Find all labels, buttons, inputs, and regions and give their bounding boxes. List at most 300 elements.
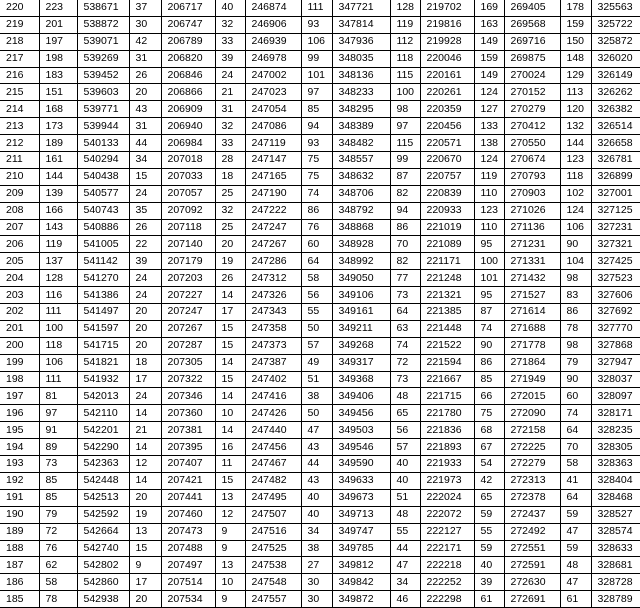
table-cell: 207305 xyxy=(161,354,215,371)
table-cell: 18 xyxy=(215,168,245,185)
table-cell: 124 xyxy=(474,84,504,101)
table-cell: 328037 xyxy=(591,371,640,388)
table-cell: 247054 xyxy=(245,101,301,118)
table-cell: 206940 xyxy=(161,118,215,135)
table-cell: 272313 xyxy=(504,472,560,489)
table-cell: 39 xyxy=(215,50,245,67)
table-cell: 272630 xyxy=(504,574,560,591)
table-cell: 64 xyxy=(301,253,332,270)
table-cell: 328097 xyxy=(591,388,640,405)
table-row xyxy=(0,253,640,270)
table-cell: 138 xyxy=(474,135,504,152)
table-cell: 118 xyxy=(390,50,420,67)
table-cell: 68 xyxy=(474,422,504,439)
table-cell: 119 xyxy=(39,236,77,253)
table-cell: 542290 xyxy=(77,439,129,456)
table-row xyxy=(0,304,640,321)
table-cell: 77 xyxy=(390,270,420,287)
table-cell: 348233 xyxy=(332,84,390,101)
table-cell: 270412 xyxy=(504,118,560,135)
table-cell: 269568 xyxy=(504,16,560,33)
table-cell: 271949 xyxy=(504,371,560,388)
table-cell: 112 xyxy=(390,33,420,50)
table-cell: 327001 xyxy=(591,185,640,202)
table-cell: 106 xyxy=(560,219,591,236)
table-cell: 349713 xyxy=(332,506,390,523)
table-row xyxy=(0,152,640,169)
table-cell: 349503 xyxy=(332,422,390,439)
table-cell: 349406 xyxy=(332,388,390,405)
score-cell: 219 xyxy=(0,16,39,33)
table-cell: 541386 xyxy=(77,287,129,304)
table-cell: 540438 xyxy=(77,168,129,185)
table-cell: 24 xyxy=(129,388,161,405)
table-cell: 35 xyxy=(129,202,161,219)
table-cell: 246906 xyxy=(245,16,301,33)
table-row xyxy=(0,591,640,608)
table-cell: 137 xyxy=(39,253,77,270)
table-cell: 221973 xyxy=(420,472,474,489)
table-cell: 247548 xyxy=(245,574,301,591)
table-cell: 59 xyxy=(474,506,504,523)
table-cell: 20 xyxy=(129,320,161,337)
table-cell: 55 xyxy=(474,523,504,540)
table-row xyxy=(0,168,640,185)
table-cell: 30 xyxy=(301,574,332,591)
table-cell: 272437 xyxy=(504,506,560,523)
table-cell: 207395 xyxy=(161,439,215,456)
table-cell: 62 xyxy=(39,557,77,574)
table-cell: 197 xyxy=(39,33,77,50)
table-cell: 95 xyxy=(474,236,504,253)
table-cell: 115 xyxy=(390,67,420,84)
table-cell: 328235 xyxy=(591,422,640,439)
table-cell: 94 xyxy=(390,202,420,219)
table-cell: 15 xyxy=(129,540,161,557)
table-cell: 74 xyxy=(301,185,332,202)
table-cell: 24 xyxy=(129,287,161,304)
table-cell: 271527 xyxy=(504,287,560,304)
table-cell: 42 xyxy=(129,33,161,50)
table-cell: 326658 xyxy=(591,135,640,152)
table-cell: 542860 xyxy=(77,574,129,591)
table-cell: 541597 xyxy=(77,320,129,337)
table-cell: 113 xyxy=(560,84,591,101)
table-cell: 247222 xyxy=(245,202,301,219)
table-cell: 118 xyxy=(39,337,77,354)
table-cell: 221933 xyxy=(420,456,474,473)
table-cell: 31 xyxy=(215,101,245,118)
table-cell: 64 xyxy=(560,422,591,439)
table-cell: 93 xyxy=(301,135,332,152)
table-cell: 247440 xyxy=(245,422,301,439)
table-cell: 93 xyxy=(301,16,332,33)
table-cell: 48 xyxy=(390,388,420,405)
table-cell: 39 xyxy=(474,574,504,591)
table-cell: 31 xyxy=(129,50,161,67)
table-cell: 269875 xyxy=(504,50,560,67)
table-cell: 9 xyxy=(215,540,245,557)
table-cell: 132 xyxy=(560,118,591,135)
table-cell: 57 xyxy=(301,337,332,354)
table-cell: 222298 xyxy=(420,591,474,608)
table-cell: 149 xyxy=(474,67,504,84)
table-cell: 58 xyxy=(301,270,332,287)
table-cell: 207287 xyxy=(161,337,215,354)
table-cell: 207407 xyxy=(161,456,215,473)
table-cell: 59 xyxy=(474,540,504,557)
table-cell: 86 xyxy=(390,219,420,236)
table-cell: 206747 xyxy=(161,16,215,33)
table-cell: 19 xyxy=(129,506,161,523)
table-cell: 143 xyxy=(39,219,77,236)
score-cell: 194 xyxy=(0,439,39,456)
table-cell: 61 xyxy=(474,591,504,608)
table-cell: 270279 xyxy=(504,101,560,118)
table-cell: 222171 xyxy=(420,540,474,557)
table-cell: 328574 xyxy=(591,523,640,540)
table-cell: 327523 xyxy=(591,270,640,287)
table-cell: 47 xyxy=(390,557,420,574)
table-cell: 247495 xyxy=(245,489,301,506)
table-cell: 51 xyxy=(390,489,420,506)
table-cell: 73 xyxy=(390,287,420,304)
table-cell: 40 xyxy=(474,557,504,574)
table-cell: 74 xyxy=(390,337,420,354)
table-cell: 272225 xyxy=(504,439,560,456)
table-cell: 148 xyxy=(560,50,591,67)
table-cell: 15 xyxy=(215,337,245,354)
table-cell: 20 xyxy=(129,337,161,354)
score-cell: 196 xyxy=(0,405,39,422)
score-cell: 204 xyxy=(0,270,39,287)
table-cell: 128 xyxy=(390,0,420,16)
table-cell: 40 xyxy=(215,0,245,16)
table-cell: 98 xyxy=(390,101,420,118)
table-cell: 144 xyxy=(39,168,77,185)
table-row xyxy=(0,557,640,574)
score-cell: 211 xyxy=(0,152,39,169)
table-cell: 327770 xyxy=(591,320,640,337)
table-cell: 541270 xyxy=(77,270,129,287)
table-row xyxy=(0,371,640,388)
table-row xyxy=(0,135,640,152)
table-cell: 32 xyxy=(215,16,245,33)
table-cell: 247358 xyxy=(245,320,301,337)
table-row xyxy=(0,388,640,405)
table-cell: 73 xyxy=(390,371,420,388)
table-cell: 247023 xyxy=(245,84,301,101)
table-row xyxy=(0,202,640,219)
table-cell: 20 xyxy=(129,489,161,506)
table-cell: 207203 xyxy=(161,270,215,287)
table-cell: 247343 xyxy=(245,304,301,321)
table-cell: 347814 xyxy=(332,16,390,33)
table-cell: 272551 xyxy=(504,540,560,557)
table-row xyxy=(0,236,640,253)
table-cell: 111 xyxy=(301,0,332,16)
table-cell: 327231 xyxy=(591,219,640,236)
table-cell: 48 xyxy=(390,506,420,523)
table-cell: 11 xyxy=(215,456,245,473)
table-cell: 220571 xyxy=(420,135,474,152)
table-cell: 348136 xyxy=(332,67,390,84)
table-cell: 25 xyxy=(215,219,245,236)
table-row xyxy=(0,118,640,135)
table-cell: 46 xyxy=(390,591,420,608)
table-cell: 26 xyxy=(129,219,161,236)
table-cell: 539071 xyxy=(77,33,129,50)
table-cell: 110 xyxy=(474,185,504,202)
table-cell: 50 xyxy=(301,320,332,337)
table-cell: 22 xyxy=(129,236,161,253)
score-cell: 197 xyxy=(0,388,39,405)
table-cell: 72 xyxy=(390,354,420,371)
table-cell: 101 xyxy=(301,67,332,84)
table-cell: 539603 xyxy=(77,84,129,101)
table-cell: 542513 xyxy=(77,489,129,506)
table-cell: 349106 xyxy=(332,287,390,304)
table-cell: 247119 xyxy=(245,135,301,152)
table-cell: 83 xyxy=(560,287,591,304)
table-cell: 222024 xyxy=(420,489,474,506)
table-cell: 221248 xyxy=(420,270,474,287)
score-cell: 212 xyxy=(0,135,39,152)
table-row xyxy=(0,67,640,84)
table-cell: 221321 xyxy=(420,287,474,304)
table-cell: 222252 xyxy=(420,574,474,591)
table-cell: 30 xyxy=(129,16,161,33)
table-cell: 272015 xyxy=(504,388,560,405)
table-cell: 326020 xyxy=(591,50,640,67)
table-cell: 48 xyxy=(560,557,591,574)
table-cell: 347936 xyxy=(332,33,390,50)
table-cell: 328728 xyxy=(591,574,640,591)
table-cell: 207497 xyxy=(161,557,215,574)
table-cell: 349161 xyxy=(332,304,390,321)
table-cell: 15 xyxy=(215,320,245,337)
table-cell: 14 xyxy=(215,354,245,371)
table-cell: 328527 xyxy=(591,506,640,523)
table-cell: 326899 xyxy=(591,168,640,185)
table-cell: 86 xyxy=(560,304,591,321)
score-cell: 210 xyxy=(0,168,39,185)
table-cell: 349633 xyxy=(332,472,390,489)
table-cell: 328681 xyxy=(591,557,640,574)
table-cell: 348792 xyxy=(332,202,390,219)
table-cell: 247557 xyxy=(245,591,301,608)
table-cell: 97 xyxy=(301,84,332,101)
score-cell: 220 xyxy=(0,0,39,16)
table-cell: 30 xyxy=(301,591,332,608)
table-cell: 79 xyxy=(560,354,591,371)
table-cell: 44 xyxy=(129,135,161,152)
table-cell: 90 xyxy=(474,337,504,354)
table-cell: 349747 xyxy=(332,523,390,540)
table-cell: 539452 xyxy=(77,67,129,84)
table-cell: 15 xyxy=(215,371,245,388)
score-cell: 213 xyxy=(0,118,39,135)
table-cell: 540133 xyxy=(77,135,129,152)
table-cell: 86 xyxy=(301,202,332,219)
table-cell: 120 xyxy=(560,101,591,118)
table-cell: 81 xyxy=(39,388,77,405)
table-cell: 85 xyxy=(474,371,504,388)
table-cell: 207534 xyxy=(161,591,215,608)
table-cell: 349546 xyxy=(332,439,390,456)
table-cell: 270903 xyxy=(504,185,560,202)
table-cell: 247525 xyxy=(245,540,301,557)
table-cell: 206717 xyxy=(161,0,215,16)
table-cell: 15 xyxy=(215,472,245,489)
table-cell: 542802 xyxy=(77,557,129,574)
table-cell: 102 xyxy=(560,185,591,202)
score-cell: 207 xyxy=(0,219,39,236)
table-row xyxy=(0,101,640,118)
table-cell: 542448 xyxy=(77,472,129,489)
table-cell: 40 xyxy=(301,506,332,523)
table-cell: 247165 xyxy=(245,168,301,185)
score-cell: 186 xyxy=(0,574,39,591)
table-cell: 161 xyxy=(39,152,77,169)
table-cell: 220757 xyxy=(420,168,474,185)
table-cell: 128 xyxy=(39,270,77,287)
table-cell: 89 xyxy=(39,439,77,456)
table-cell: 97 xyxy=(39,405,77,422)
table-cell: 90 xyxy=(560,371,591,388)
table-cell: 221448 xyxy=(420,320,474,337)
table-cell: 538872 xyxy=(77,16,129,33)
table-row xyxy=(0,523,640,540)
table-cell: 20 xyxy=(215,236,245,253)
table-cell: 206984 xyxy=(161,135,215,152)
table-cell: 9 xyxy=(129,557,161,574)
table-cell: 76 xyxy=(301,219,332,236)
table-cell: 101 xyxy=(474,270,504,287)
table-cell: 247312 xyxy=(245,270,301,287)
table-cell: 110 xyxy=(474,219,504,236)
table-cell: 17 xyxy=(129,371,161,388)
table-cell: 159 xyxy=(474,50,504,67)
table-cell: 34 xyxy=(129,152,161,169)
table-cell: 90 xyxy=(560,236,591,253)
table-cell: 207118 xyxy=(161,219,215,236)
table-cell: 542201 xyxy=(77,422,129,439)
table-cell: 151 xyxy=(39,84,77,101)
table-cell: 221089 xyxy=(420,236,474,253)
table-cell: 272090 xyxy=(504,405,560,422)
table-cell: 221171 xyxy=(420,253,474,270)
table-cell: 85 xyxy=(301,101,332,118)
table-cell: 119 xyxy=(474,168,504,185)
table-cell: 220359 xyxy=(420,101,474,118)
table-cell: 247002 xyxy=(245,67,301,84)
table-cell: 207227 xyxy=(161,287,215,304)
table-cell: 85 xyxy=(39,472,77,489)
table-row xyxy=(0,489,640,506)
table-cell: 328789 xyxy=(591,591,640,608)
table-cell: 173 xyxy=(39,118,77,135)
table-cell: 24 xyxy=(215,67,245,84)
table-cell: 271778 xyxy=(504,337,560,354)
table-cell: 17 xyxy=(215,304,245,321)
table-cell: 349050 xyxy=(332,270,390,287)
table-cell: 189 xyxy=(39,135,77,152)
table-cell: 270550 xyxy=(504,135,560,152)
table-cell: 13 xyxy=(215,557,245,574)
table-cell: 13 xyxy=(215,489,245,506)
table-cell: 58 xyxy=(39,574,77,591)
table-cell: 269405 xyxy=(504,0,560,16)
table-cell: 349673 xyxy=(332,489,390,506)
table-cell: 540294 xyxy=(77,152,129,169)
table-cell: 348632 xyxy=(332,168,390,185)
table-cell: 348389 xyxy=(332,118,390,135)
score-cell: 217 xyxy=(0,50,39,67)
table-cell: 14 xyxy=(215,287,245,304)
table-cell: 28 xyxy=(215,152,245,169)
table-cell: 221594 xyxy=(420,354,474,371)
table-row xyxy=(0,33,640,50)
table-cell: 86 xyxy=(474,354,504,371)
table-cell: 12 xyxy=(215,506,245,523)
table-row xyxy=(0,456,640,473)
table-cell: 55 xyxy=(301,304,332,321)
table-cell: 272591 xyxy=(504,557,560,574)
table-cell: 118 xyxy=(560,168,591,185)
table-cell: 94 xyxy=(301,118,332,135)
table-cell: 271864 xyxy=(504,354,560,371)
table-cell: 44 xyxy=(301,456,332,473)
table-row xyxy=(0,16,640,33)
table-cell: 247467 xyxy=(245,456,301,473)
table-cell: 327125 xyxy=(591,202,640,219)
table-cell: 272378 xyxy=(504,489,560,506)
table-cell: 47 xyxy=(301,422,332,439)
table-cell: 272158 xyxy=(504,422,560,439)
table-cell: 32 xyxy=(215,202,245,219)
table-cell: 44 xyxy=(390,540,420,557)
table-cell: 17 xyxy=(129,574,161,591)
score-cell: 203 xyxy=(0,287,39,304)
table-cell: 219702 xyxy=(420,0,474,16)
table-cell: 25 xyxy=(215,185,245,202)
table-cell: 59 xyxy=(560,540,591,557)
table-cell: 247086 xyxy=(245,118,301,135)
table-cell: 327868 xyxy=(591,337,640,354)
table-cell: 348928 xyxy=(332,236,390,253)
table-cell: 78 xyxy=(39,591,77,608)
table-cell: 220161 xyxy=(420,67,474,84)
table-cell: 51 xyxy=(301,371,332,388)
table-row xyxy=(0,422,640,439)
table-cell: 37 xyxy=(129,0,161,16)
table-cell: 75 xyxy=(474,405,504,422)
table-cell: 104 xyxy=(560,253,591,270)
table-cell: 100 xyxy=(474,253,504,270)
table-cell: 9 xyxy=(215,591,245,608)
table-cell: 326262 xyxy=(591,84,640,101)
table-cell: 166 xyxy=(39,202,77,219)
table-cell: 247426 xyxy=(245,405,301,422)
table-cell: 219928 xyxy=(420,33,474,50)
table-cell: 100 xyxy=(39,320,77,337)
table-cell: 87 xyxy=(390,168,420,185)
table-row xyxy=(0,540,640,557)
table-cell: 73 xyxy=(39,456,77,473)
table-cell: 542740 xyxy=(77,540,129,557)
table-cell: 207460 xyxy=(161,506,215,523)
